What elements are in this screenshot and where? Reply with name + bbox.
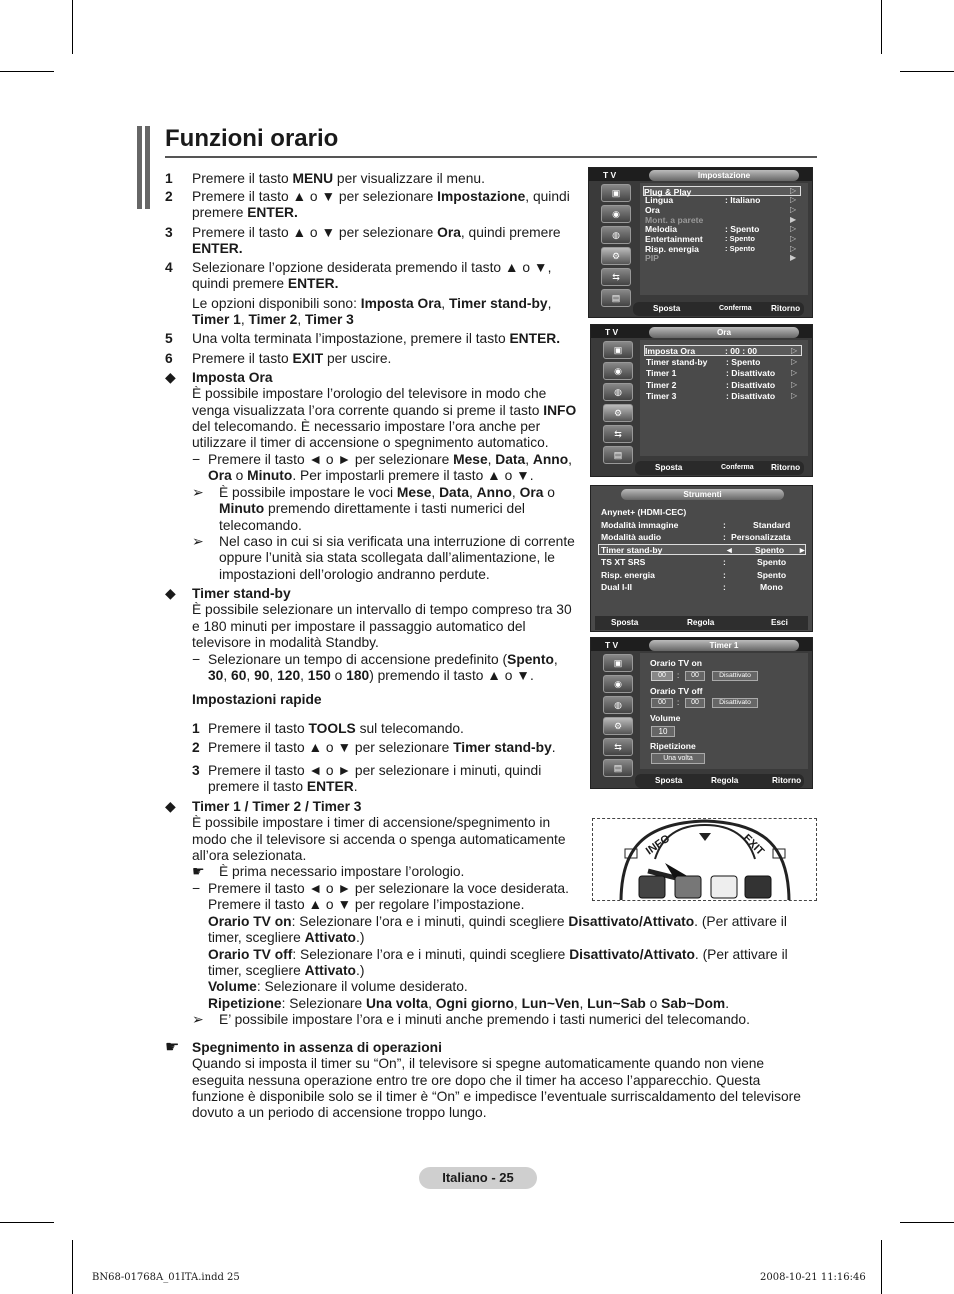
sound-icon[interactable]: ◉ [603, 362, 633, 380]
application-icon[interactable]: ▤ [603, 759, 633, 777]
crop-mark [881, 1240, 882, 1294]
channel-icon[interactable]: ◍ [601, 226, 631, 244]
pointing-hand-icon: ☛ [165, 1039, 180, 1056]
tools-row[interactable]: Modalità immagine : Standard [601, 520, 791, 530]
crop-mark [881, 0, 882, 54]
note-arrow: ➢ Nel caso in cui si sia verificata una interruzione di corrente oppure l’unità sia stata scollegata dall’alimentazione, le impostazioni dell’orologio andranno perdute. [192, 534, 575, 582]
footer-move: Sposta [655, 463, 683, 472]
menu-row[interactable]: Melodia : Spento [645, 224, 760, 234]
menu-impostazione: T V Impostazione ▣ ◉ ◍ ⚙ ⇆ ▤ Plug & Play Lingua : Italiano Ora Mont. a parete Melodia : Spento Entertainment : Spento Risp. energia : Spento PIP ▷ ▷ ▷ ▶ ▷ ▷ ▷ ▶ Sposta Conferma Ritorno [588, 167, 813, 318]
menu-footer [635, 461, 804, 475]
step-5: 5 Una volta terminata l’impostazione, premere il tasto ENTER. [165, 331, 561, 346]
tools-row[interactable]: TS XT SRS : Spento [601, 557, 787, 567]
step-1: 1 Premere il tasto MENU per visualizzare il menu. [165, 171, 485, 186]
section-desc: È possibile impostare i timer di accensione/spegnimento in modo che il televisore si accenda o spenga automaticamente all’ora selezionata. [192, 815, 566, 863]
channel-icon[interactable]: ◍ [603, 696, 633, 714]
tv-label: T V [605, 640, 619, 650]
section-desc: È possibile impostare l’orologio del televisore in modo che venga visualizzata l’ora corrente quando si preme il tasto INFO del telecomando. È necessario impostare l’ora anche per utilizzare il timer di accensione o spegnimento automatico. [192, 386, 577, 451]
dash-item: − Premere il tasto ◄ o ► per selezionare la voce desiderata. Premere il tasto ▲ o ▼ per regolare l’impostazione. [192, 881, 569, 913]
hour-field[interactable]: 00 [651, 671, 673, 681]
note-arrow: ➢ E’ possibile impostare l’ora e i minuti anche premendo i tasti numerici del telecomando. [192, 1012, 750, 1027]
bullet-diamond: ◆ [165, 370, 176, 385]
footer-adjust: Regola [711, 776, 739, 785]
menu-footer [635, 774, 804, 788]
step-3: 3 Premere il tasto ▲ o ▼ per selezionare Ora, quindi premere ENTER. [165, 225, 561, 257]
menu-row: Mont. a parete [645, 215, 704, 225]
setup-icon[interactable]: ⚙ [603, 717, 633, 735]
crop-mark [900, 71, 954, 72]
menu-row: PIP [645, 253, 659, 263]
repeat-field[interactable]: Una volta [651, 753, 705, 764]
step-2: 2 Premere il tasto ▲ o ▼ per selezionare Impostazione, quindi premere ENTER. [165, 189, 570, 221]
section-desc: È possibile selezionare un intervallo di tempo compreso tra 30 e 180 minuti per impostare il passaggio automatico del televisore in modalità Standby. [192, 602, 572, 650]
menu-row[interactable]: Entertainment : Spento [645, 234, 755, 244]
info-button-label[interactable]: INFO [643, 832, 673, 858]
step-6: 6 Premere il tasto EXIT per uscire. [165, 351, 392, 366]
menu-footer [595, 616, 808, 630]
timer-off-label: Orario TV off [650, 686, 703, 696]
quick-step: 3 Premere il tasto ◄ o ► per selezionare i minuti, quindi premere il tasto ENTER. [192, 763, 542, 795]
tools-row[interactable]: Timer stand-by ◄ Spento ► [598, 544, 806, 555]
sound-icon[interactable]: ◉ [603, 675, 633, 693]
crop-mark [0, 1222, 54, 1223]
footer-enter: Conferma [719, 305, 752, 312]
print-slug-right: 2008-10-21 11:16:46 [760, 1272, 866, 1283]
application-icon[interactable]: ▤ [603, 446, 633, 464]
print-slug-left: BN68-01768A_01ITA.indd 25 [92, 1272, 240, 1283]
remote-illustration [592, 818, 817, 901]
section-desc: Quando si imposta il timer su “On”, il televisore si spegne automaticamente quando non viene eseguita nessuna operazione entro tre ore dopo che il timer ha acceso l’apparecchio. Questa funzione è disponibile solo se il timer è “On” e impedisce l’eventuale surriscaldamento del televisore dovuto a un periodo di accensione troppo lungo. [192, 1056, 801, 1121]
menu-ora: T V Ora ▣ ◉ ◍ ⚙ ⇆ ▤ Imposta Ora : 00 : 00 Timer stand-by : Spento Timer 1 : Disattivato Timer 2 : Disattivato Timer 3 : Disattivato ▷ ▷ ▷ ▷ ▷ Sposta Conferma Ritorno [590, 324, 813, 477]
menu-sidebar [595, 182, 633, 310]
crop-mark [72, 1240, 73, 1294]
dash-item: − Selezionare un tempo di accensione predefinito (Spento, 30, 60, 90, 120, 150 o 180) premendo il tasto ▲ o ▼. [192, 652, 558, 684]
section-timers [192, 799, 582, 864]
menu-header: Impostazione [649, 170, 799, 181]
input-icon[interactable]: ⇆ [601, 268, 631, 286]
hand-note: ☛ È prima necessario impostare l’orologio. [192, 864, 465, 879]
bullet-diamond: ◆ [165, 586, 176, 601]
menu-row[interactable]: Lingua : Italiano [645, 195, 761, 205]
input-icon[interactable]: ⇆ [603, 425, 633, 443]
state-field[interactable]: Disattivato [712, 698, 758, 708]
timer-on-label: Orario TV on [650, 658, 703, 668]
timer-rep-desc: Ripetizione: Selezionare Una volta, Ogni giorno, Lun~Ven, Lun~Sab o Sab~Dom. [208, 996, 730, 1011]
footer-adjust: Regola [687, 618, 715, 627]
input-icon[interactable]: ⇆ [603, 738, 633, 756]
channel-icon[interactable]: ◍ [603, 383, 633, 401]
menu-header: Timer 1 [649, 640, 799, 651]
section-title: Timer stand-by [192, 586, 291, 601]
minute-field[interactable]: 00 [685, 698, 705, 708]
menu-timer1: T V Timer 1 ▣ ◉ ◍ ⚙ ⇆ ▤ Orario TV on 00 : 00 Disattivato Orario TV off 00 : 00 Disattivato Volume 10 Ripetizione Una volta Sposta Regola Ritorno [590, 637, 813, 789]
menu-sidebar [597, 652, 635, 780]
quick-settings-title: Impostazioni rapide [192, 692, 322, 707]
section-title: Timer 1 / Timer 2 / Timer 3 [192, 799, 362, 814]
hour-field[interactable]: 00 [651, 698, 673, 708]
step-4: 4 Selezionare l’opzione desiderata premendo il tasto ▲ o ▼, quindi premere ENTER. [165, 260, 552, 292]
minute-field[interactable]: 00 [685, 671, 705, 681]
section-auto-off [192, 1040, 812, 1121]
tv-label: T V [603, 170, 617, 180]
menu-row[interactable]: Risp. energia : Spento [645, 244, 755, 254]
tools-row[interactable]: Risp. energia : Spento [601, 570, 787, 580]
timer-volume-desc: Volume: Selezionare il volume desiderato. [208, 979, 468, 994]
footer-back: Ritorno [771, 304, 801, 313]
footer-back: Ritorno [771, 463, 801, 472]
menu-row[interactable]: Timer 3 : Disattivato [646, 391, 776, 401]
note-arrow: ➢ È possibile impostare le voci Mese, Data, Anno, Ora o Minuto premendo direttamente i tasti numerici del telecomando. [192, 485, 555, 533]
state-field[interactable]: Disattivato [712, 671, 758, 681]
footer-enter: Conferma [721, 464, 754, 471]
menu-row[interactable]: Timer stand-by : Spento [646, 357, 761, 367]
section-title: Imposta Ora [192, 370, 273, 385]
tools-row[interactable]: Modalità audio : Personalizzata [601, 532, 791, 542]
menu-footer [633, 302, 804, 316]
setup-icon[interactable]: ⚙ [603, 404, 633, 422]
remote-drawing [593, 819, 817, 901]
timer-on-desc: Orario TV on: Selezionare l’ora e i minuti, quindi scegliere Disattivato/Attivato. (Per attivare il timer, scegliere Attivato.) [208, 914, 787, 946]
menu-row[interactable]: Ora [645, 205, 660, 215]
menu-sidebar [597, 339, 635, 467]
menu-row[interactable]: Timer 2 : Disattivato [646, 380, 776, 390]
footer-move: Sposta [653, 304, 681, 313]
crop-mark [72, 0, 73, 54]
section-timer-standby [192, 586, 572, 651]
picture-icon[interactable]: ▣ [601, 184, 631, 202]
quick-step: 1 Premere il tasto TOOLS sul telecomando. [192, 721, 464, 736]
dash-item: − Premere il tasto ◄ o ► per selezionare Mese, Data, Anno, Ora o Minuto. Per impostarli premere il tasto ▲ o ▼. [192, 452, 572, 484]
footer-exit: Esci [771, 618, 788, 627]
crop-mark [0, 71, 54, 72]
repeat-label: Ripetizione [650, 741, 696, 751]
menu-row[interactable]: Timer 1 : Disattivato [646, 368, 776, 378]
exit-button-label[interactable]: EXIT [740, 832, 767, 858]
page-title: Funzioni orario [165, 125, 339, 152]
quick-step: 2 Premere il tasto ▲ o ▼ per selezionare Timer stand-by. [192, 740, 556, 755]
pointing-hand-icon: ☛ [192, 864, 205, 879]
volume-label: Volume [650, 713, 681, 723]
tools-row[interactable]: Anynet+ (HDMI-CEC) [601, 507, 687, 517]
title-rule [165, 156, 817, 158]
footer-back: Ritorno [772, 776, 802, 785]
setup-icon[interactable]: ⚙ [601, 247, 631, 265]
volume-field[interactable]: 10 [651, 726, 675, 737]
menu-header: Ora [649, 327, 799, 338]
picture-icon[interactable]: ▣ [603, 654, 633, 672]
step-4-options: Le opzioni disponibili sono: Imposta Ora, Timer stand-by, Timer 1, Timer 2, Timer 3 [192, 296, 552, 328]
timer-off-desc: Orario TV off: Selezionare l’ora e i minuti, quindi scegliere Disattivato/Attivato. (Per attivare il timer, scegliere Attivato.) [208, 947, 788, 979]
tools-row[interactable]: Dual I-II : Mono [601, 582, 783, 592]
picture-icon[interactable]: ▣ [603, 341, 633, 359]
menu-row[interactable]: Imposta Ora : 00 : 00 [644, 345, 802, 356]
tv-label: T V [605, 327, 619, 337]
section-title: Spegnimento in assenza di operazioni [192, 1040, 442, 1055]
application-icon[interactable]: ▤ [601, 289, 631, 307]
crop-mark [900, 1222, 954, 1223]
menu-strumenti [590, 485, 813, 632]
menu-header: Strumenti [621, 489, 784, 500]
footer-move: Sposta [611, 618, 639, 627]
footer-move: Sposta [655, 776, 683, 785]
page-number-badge: Italiano - 25 [419, 1167, 537, 1189]
sound-icon[interactable]: ◉ [601, 205, 631, 223]
menu-row[interactable]: Plug & Play [643, 186, 801, 196]
bullet-diamond: ◆ [165, 799, 176, 814]
section-imposta-ora [192, 370, 584, 451]
